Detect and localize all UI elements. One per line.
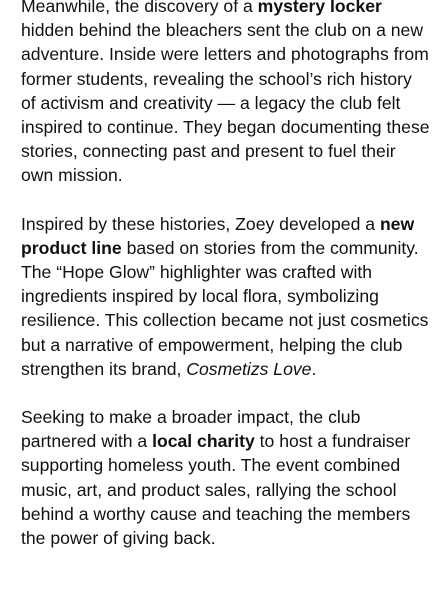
text-run: Inspired by these histories, Zoey developed a [21, 213, 380, 234]
text-run: Seeking to make a broader impact, the club partnered with a [21, 407, 361, 452]
brand-name: Cosmetizs Love [186, 358, 312, 379]
paragraph-mystery-locker [21, 0, 431, 188]
text-run: based on stories from the community. The “Hope Glow” highlighter was crafted with ingredients inspired by local flora, symbolizing resilience. This collection became not just cosmetics but a narrative of empowerment, helping the club strengthen its brand, [21, 237, 429, 379]
text-run: to host a fundraiser supporting homeless youth. The event combined music, art, and product sales, rallying the school behind a worthy cause and teaching the members the power of giving back. [21, 431, 411, 549]
text-run: hidden behind the bleachers sent the club on a new adventure. Inside were letters and photographs from former students, revealing the school’s rich history of activism and creativity — a legacy the club felt inspired to continue. They began documenting these stories, connecting past and present to fuel their own mission. [21, 20, 430, 186]
emphasis-mystery-locker: mystery locker [257, 0, 382, 16]
article-body [21, 0, 431, 574]
emphasis-local-charity: local charity [152, 431, 255, 452]
paragraph-local-charity [21, 405, 431, 550]
text-run: Meanwhile, the discovery of a [21, 0, 258, 16]
text-run: . [311, 358, 317, 379]
paragraph-product-line [21, 212, 431, 381]
emphasis-new-product-line: new product line [21, 213, 415, 258]
